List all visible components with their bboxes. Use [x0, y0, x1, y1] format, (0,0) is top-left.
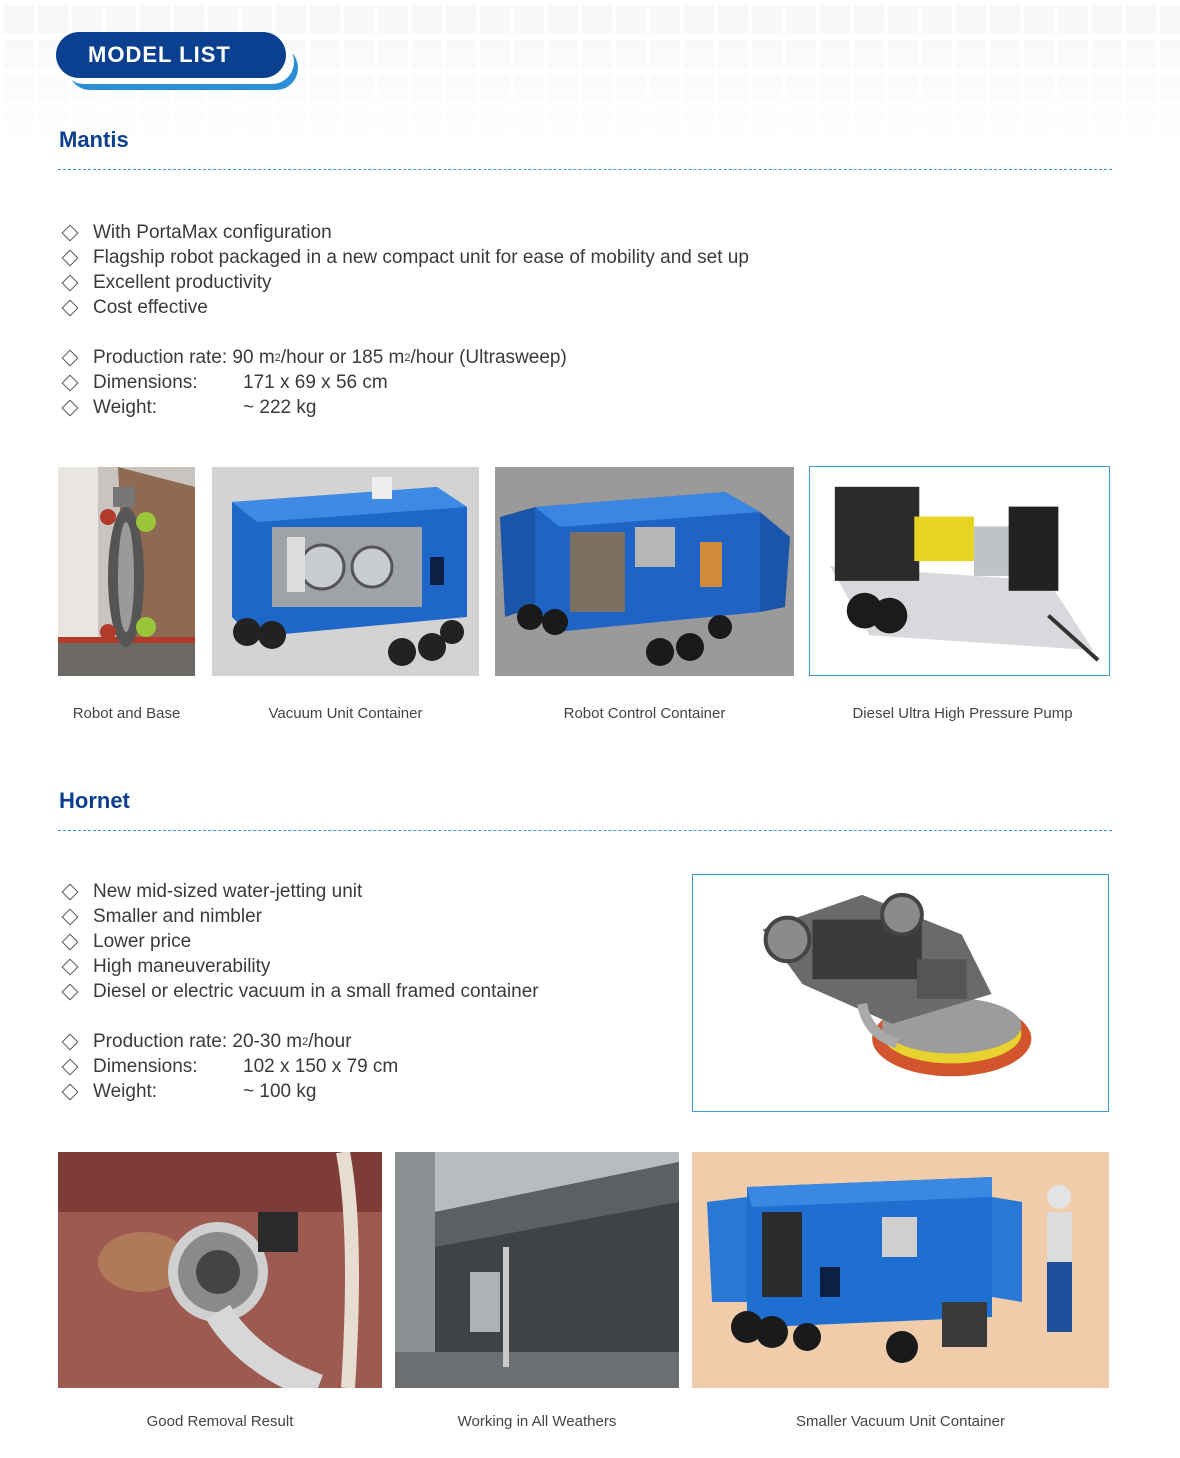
- robot-control-container-render: [495, 467, 794, 676]
- caption-smaller-vacuum-unit-container: Smaller Vacuum Unit Container: [796, 1413, 1005, 1430]
- smaller-vacuum-unit-container-render: [692, 1152, 1109, 1388]
- list-item: High maneuverability: [60, 954, 539, 979]
- hornet-spec-list: [60, 1029, 398, 1104]
- mantis-feature-list: [60, 220, 749, 320]
- list-item: With PortaMax configuration: [60, 220, 749, 245]
- list-item: Cost effective: [60, 295, 749, 320]
- good-removal-result-photo: [58, 1152, 382, 1388]
- diamond-bullet-icon: [62, 1083, 79, 1100]
- working-in-all-weathers-photo: [395, 1152, 679, 1388]
- mantis-spec-list: [60, 345, 567, 420]
- list-item: Flagship robot packaged in a new compact unit for ease of mobility and set up: [60, 245, 749, 270]
- diamond-bullet-icon: [62, 349, 79, 366]
- spec-production-rate: Production rate: 20-30 m 2 /hour: [60, 1029, 398, 1054]
- diamond-bullet-icon: [62, 983, 79, 1000]
- caption-working-in-all-weathers: Working in All Weathers: [457, 1413, 617, 1430]
- vacuum-unit-container-render: [212, 467, 479, 676]
- diamond-bullet-icon: [62, 933, 79, 950]
- caption-good-removal-result: Good Removal Result: [146, 1413, 294, 1430]
- caption-robot-control-container: Robot Control Container: [563, 705, 726, 722]
- spec-production-rate: Production rate: 90 m 2 /hour or 185 m 2 /hour (Ultrasweep): [60, 345, 567, 370]
- spec-weight: Weight: ~ 222 kg: [60, 395, 567, 420]
- caption-vacuum-unit-container: Vacuum Unit Container: [268, 705, 423, 722]
- diamond-bullet-icon: [62, 274, 79, 291]
- section-divider: [58, 169, 1112, 170]
- hornet-feature-list: [60, 879, 539, 1004]
- badge-label: MODEL LIST: [56, 32, 286, 78]
- diamond-bullet-icon: [62, 883, 79, 900]
- section-title-mantis: Mantis: [59, 127, 129, 152]
- diamond-bullet-icon: [62, 249, 79, 266]
- diamond-bullet-icon: [62, 1058, 79, 1075]
- list-item: Smaller and nimbler: [60, 904, 539, 929]
- caption-diesel-pump: Diesel Ultra High Pressure Pump: [852, 705, 1073, 722]
- diamond-bullet-icon: [62, 374, 79, 391]
- diamond-bullet-icon: [62, 224, 79, 241]
- caption-robot-and-base: Robot and Base: [72, 705, 181, 722]
- section-title-hornet: Hornet: [59, 788, 130, 813]
- spec-dimensions: Dimensions: 171 x 69 x 56 cm: [60, 370, 567, 395]
- spec-dimensions: Dimensions: 102 x 150 x 79 cm: [60, 1054, 398, 1079]
- diamond-bullet-icon: [62, 908, 79, 925]
- diamond-bullet-icon: [62, 299, 79, 316]
- list-item: Diesel or electric vacuum in a small framed container: [60, 979, 539, 1004]
- diesel-pump-photo: [809, 466, 1110, 676]
- list-item: Excellent productivity: [60, 270, 749, 295]
- section-divider: [58, 830, 1112, 831]
- robot-and-base-photo: [58, 467, 195, 676]
- list-item: Lower price: [60, 929, 539, 954]
- spec-weight: Weight: ~ 100 kg: [60, 1079, 398, 1104]
- model-list-badge: [56, 32, 301, 92]
- hornet-robot-render: [692, 874, 1109, 1112]
- list-item: New mid-sized water-jetting unit: [60, 879, 539, 904]
- diamond-bullet-icon: [62, 1033, 79, 1050]
- diamond-bullet-icon: [62, 958, 79, 975]
- diamond-bullet-icon: [62, 399, 79, 416]
